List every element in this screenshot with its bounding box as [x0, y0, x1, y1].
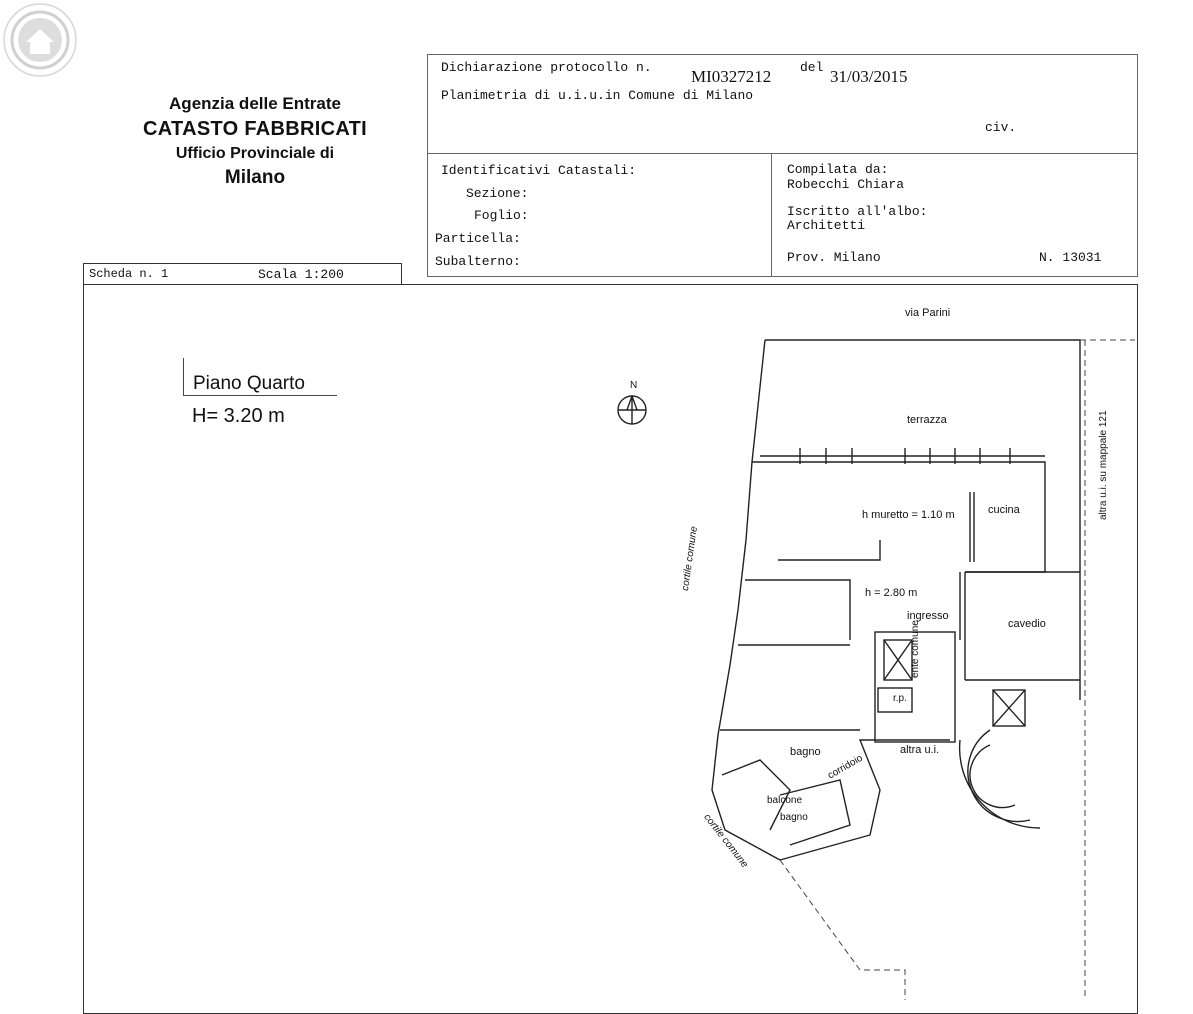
compiled-label: Compilata da: — [787, 162, 889, 177]
protocol-label: Dichiarazione protocollo n. — [441, 60, 652, 75]
bathroom-label-1: bagno — [790, 746, 821, 758]
albo-label: Iscritto all'albo: — [787, 204, 928, 219]
sheet-scale: Scala 1:200 — [258, 267, 344, 282]
living-wall — [778, 540, 880, 560]
other-unit-label: altra u.i. — [900, 744, 940, 756]
inner-height-label: h = 2.80 m — [865, 587, 918, 599]
adjacent-unit-label: altra u.i. su mappale 121 — [1098, 410, 1109, 520]
entrance-label: ingresso — [907, 610, 949, 622]
dashed-boundary-south — [780, 860, 905, 1000]
compiled-name: Robecchi Chiara — [787, 177, 905, 192]
plan-description: Planimetria di u.i.u.in Comune di Milano — [441, 88, 754, 103]
sheet-number: Scheda n. 1 — [89, 267, 169, 281]
courtyard-label-2: cortile comune — [701, 812, 751, 871]
office-label: Ufficio Provinciale di — [175, 145, 335, 162]
corridor-label: corridoio — [826, 752, 865, 782]
north-compass-icon — [618, 396, 646, 424]
particella-label: Particella: — [435, 231, 521, 246]
sezione-label: Sezione: — [466, 186, 529, 201]
courtyard-label-1: cortile comune — [680, 525, 700, 592]
agency-name: Agenzia delle Entrate — [169, 94, 341, 113]
outline-west — [712, 340, 780, 860]
common-entity-label: ente comune — [910, 620, 921, 678]
room-divider-1 — [745, 580, 850, 640]
terrace-label: terrazza — [907, 414, 947, 426]
kitchen-label: cucina — [988, 504, 1020, 516]
registry-name: CATASTO FABBRICATI — [143, 118, 367, 140]
lightwell-label: cavedio — [1008, 618, 1046, 630]
floor-height: H= 3.20 m — [192, 405, 285, 427]
street-label: via Parini — [905, 307, 951, 319]
protocol-number: MI0327212 — [691, 67, 772, 86]
spiral-staircase — [960, 730, 1040, 828]
outline-south — [780, 740, 950, 860]
office-city: Milano — [224, 167, 286, 188]
floor-name: Piano Quarto — [193, 373, 305, 394]
declaration-date: 31/03/2015 — [830, 67, 908, 86]
parapet-label: h muretto = 1.10 m — [862, 509, 955, 521]
rp-label: r.p. — [893, 693, 907, 704]
balcony-label: balcone — [767, 795, 803, 806]
bathroom-label-2: bagno — [780, 812, 808, 823]
identifiers-title: Identificativi Catastali: — [441, 163, 637, 178]
foglio-label: Foglio: — [474, 208, 529, 223]
register-number: N. 13031 — [1039, 250, 1102, 265]
compass-label: N — [630, 380, 638, 391]
civic-label: civ. — [985, 120, 1017, 135]
date-label: del — [800, 60, 824, 75]
albo-value: Architetti — [787, 218, 866, 233]
subalterno-label: Subalterno: — [435, 254, 521, 269]
province-label: Prov. Milano — [787, 250, 881, 265]
